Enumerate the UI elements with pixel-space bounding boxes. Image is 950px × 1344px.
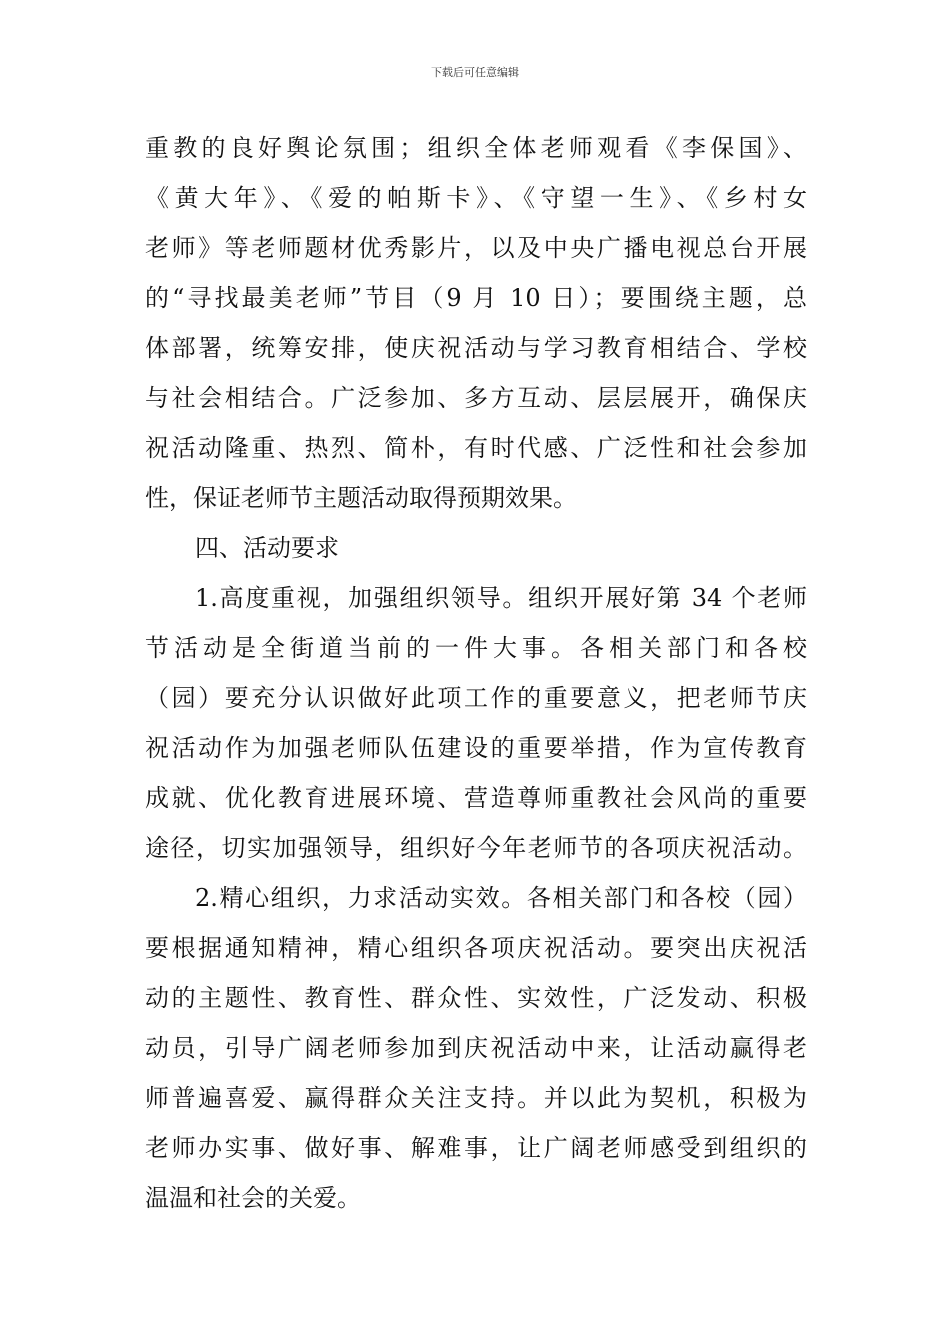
body-line: 成就、优化教育进展环境、营造尊师重教社会风尚的重要 [145, 784, 807, 812]
body-line: 重教的良好舆论氛围；组织全体老师观看《李保国》、 [145, 134, 807, 162]
body-line: 要根据通知精神，精心组织各项庆祝活动。要突出庆祝活 [145, 934, 807, 962]
body-line: 2.精心组织，力求活动实效。各相关部门和各校（园） [195, 884, 807, 912]
body-line: 老师》等老师题材优秀影片，以及中央广播电视总台开展 [145, 234, 807, 262]
body-line: 祝活动隆重、热烈、简朴，有时代感、广泛性和社会参加 [145, 434, 807, 462]
body-line: 师普遍喜爱、赢得群众关注支持。并以此为契机，积极为 [145, 1084, 807, 1112]
body-line: 与社会相结合。广泛参加、多方互动、层层展开，确保庆 [145, 384, 807, 412]
body-line: 温温和社会的关爱。 [145, 1184, 361, 1212]
body-line: 祝活动作为加强老师队伍建设的重要举措，作为宣传教育 [145, 734, 807, 762]
body-line: 动员，引导广阔老师参加到庆祝活动中来，让活动赢得老 [145, 1034, 807, 1062]
section-heading: 四、活动要求 [195, 534, 339, 562]
body-line: 老师办实事、做好事、解难事，让广阔老师感受到组织的 [145, 1134, 807, 1162]
body-line: 性，保证老师节主题活动取得预期效果。 [145, 484, 577, 512]
page-header: 下载后可任意编辑 [431, 66, 519, 79]
body-line: 的“寻找最美老师”节目（9 月 10 日）；要围绕主题，总 [145, 284, 807, 312]
body-line: （园）要充分认识做好此项工作的重要意义，把老师节庆 [145, 684, 807, 712]
body-line: 节活动是全街道当前的一件大事。各相关部门和各校 [145, 634, 807, 662]
body-line: 动的主题性、教育性、群众性、实效性，广泛发动、积极 [145, 984, 807, 1012]
body-line: 1.高度重视，加强组织领导。组织开展好第 34 个老师 [195, 584, 807, 612]
body-line: 途径，切实加强领导，组织好今年老师节的各项庆祝活动。 [145, 834, 807, 862]
body-line: 体部署，统筹安排，使庆祝活动与学习教育相结合、学校 [145, 334, 807, 362]
body-line: 《黄大年》、《爱的帕斯卡》、《守望一生》、《乡村女 [145, 184, 807, 212]
